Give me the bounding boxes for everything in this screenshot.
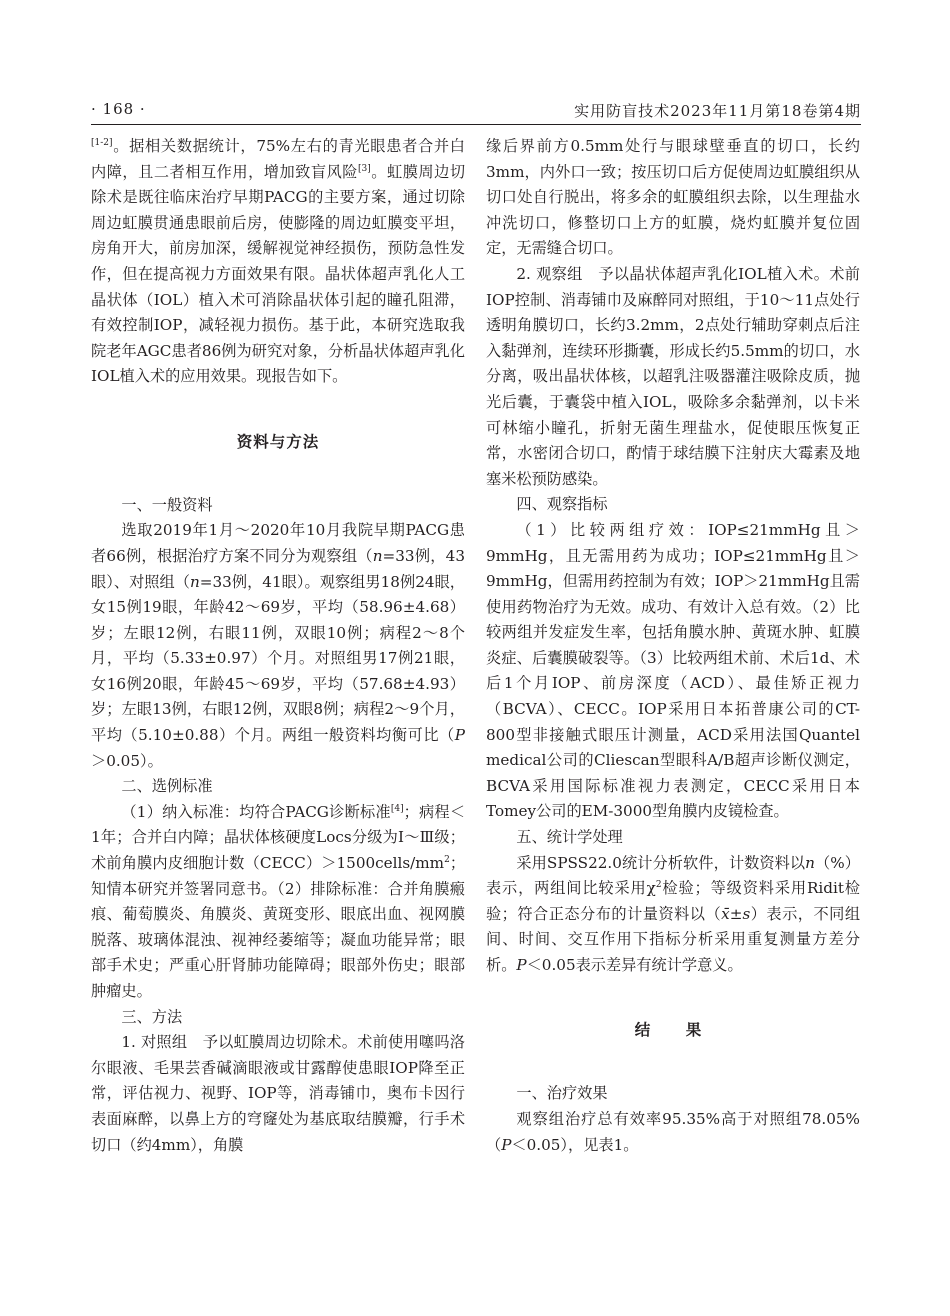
subheading-statistics: 五、统计学处理	[516, 828, 623, 847]
journal-title: 实用防盲技术2023年11月第18卷第4期	[574, 102, 861, 120]
subheading-criteria: 二、选例标准	[121, 777, 213, 796]
page-number: · 168 ·	[91, 100, 146, 118]
statistics-paragraph: 采用SPSS22.0统计分析软件，计数资料以n（%）表示，两组间比较采用$\chi^2$检验；等级资料采用Ridit检验；符合正态分布的计量资料以（x̄±s）表示，不同组间、时间、交互作用下指标分析采用重复测量方差分析。P＜0.05表示差异有统计学意义。	[486, 853, 861, 974]
subheading-indicators: 四、观察指标	[516, 495, 608, 514]
citation[interactable]: [4]	[390, 803, 404, 814]
results-paragraph: 观察组治疗总有效率95.35%高于对照组78.05%（P＜0.05），见表1。	[486, 1109, 860, 1154]
method-control-continued: 缘后界前方0.5mm处行与眼球壁垂直的切口，长约3mm，内外口一致；按压切口后方促使周边虹膜组织从切口处自行脱出，将多余的虹膜组织去除，以生理盐水冲洗切口，修整切口上方的虹膜，烧灼虹膜并复位固定，无需缝合切口。	[486, 137, 860, 258]
subheading-methods: 三、方法	[121, 1007, 183, 1026]
method-control-paragraph: 1. 对照组 予以虹膜周边切除术。术前使用噻吗洛尔眼液、毛果芸香碱滴眼液或甘露醇使患眼IOP降至正常，评估视力、视野、IOP等，消毒铺巾，奥布卡因行表面麻醉，以鼻上方的穹窿处为基底取结膜瓣，行手术切口（约4mm），角膜	[91, 1033, 465, 1154]
right-column	[486, 134, 860, 1158]
subheading-general: 一、一般资料	[121, 495, 213, 514]
general-info-paragraph: 选取2019年1月～2020年10月我院早期PACG患者66例，根据治疗方案不同分为观察组（n=33例，43眼）、对照组（n=33例，41眼）。观察组男18例24眼，女15例19眼，年龄42～69岁，平均（58.96±4.68）岁；左眼12例，右眼11例，双眼10例；病程2～8个月，平均（5.33±0.97）个月。对照组男17例21眼，女16例20眼，年龄45～69岁，平均（57.68±4.93）岁；左眼13例，右眼12例，双眼8例；病程2～9个月，平均（5.10±0.88）个月。两组一般资料均衡可比（P＞0.05）。	[91, 521, 465, 770]
criteria-paragraph: （1）纳入标准：均符合PACG诊断标准[4]；病程＜1年；合并白内障；晶状体核硬度Locs分级为Ⅰ～Ⅲ级；术前角膜内皮细胞计数$(CECC)>1500cells/mm^2$；知情本研究并签署同意书。（2）排除标准：合并角膜瘢痕、葡萄膜炎、角膜炎、黄斑变形、眼底出血、视网膜脱落、玻璃体混浊、视神经萎缩等；凝血功能异常；眼部手术史；严重心肝肾肺功能障碍；眼部外伤史；眼部肿瘤史。	[91, 802, 466, 1000]
indicators-paragraph: （1）比较两组疗效：IOP≤21mmHg且＞9mmHg，且无需用药为成功；IOP≤21mmHg且＞9mmHg，但需用药控制为有效；IOP＞21mmHg且需使用药物治疗为无效。成功、有效计入总有效。（2）比较两组并发症发生率，包括角膜水肿、黄斑水肿、虹膜炎症、后囊膜破裂等。（3）比较两组术前、术后1d、术后1个月IOP、前房深度（ACD）、最佳矫正视力（BCVA）、CECC。IOP采用日本拓普康公司的CT-800型非接触式眼压计测量，ACD采用法国Quantel medical公司的Cliescan型眼科A/B超声诊断仪测定，BCVA采用国际标准视力表测定，CECC采用日本Tomey公司的EM-3000型角膜内皮镜检查。	[486, 520, 860, 821]
intro-paragraph: [1-2]。据相关数据统计，75%左右的青光眼患者合并白内障，且二者相互作用，增加致盲风险[3]。虹膜周边切除术是既往临床治疗早期PACG的主要方案，通过切除周边虹膜贯通患眼前后房，使膨隆的周边虹膜变平坦，房角开大，前房加深，缓解视觉神经损伤，预防急性发作，但在提高视力方面效果有限。晶状体超声乳化人工晶状体（IOL）植入术可消除晶状体引起的瞳孔阻滞，有效控制IOP，减轻视力损伤。基于此，本研究选取我院老年AGC患者86例为研究对象，分析晶状体超声乳化IOL植入术的应用效果。现报告如下。	[91, 137, 466, 386]
left-column	[91, 134, 465, 1158]
citation[interactable]: [3]	[358, 163, 371, 174]
method-observation-paragraph: 2. 观察组 予以晶状体超声乳化IOL植入术。术前IOP控制、消毒铺巾及麻醉同对照组，于10～11点处行透明角膜切口，长约3.2mm，2点处行辅助穿刺点后注入黏弹剂，连续环形撕囊，形成长约5.5mm的切口，水分离，吸出晶状体核，以超乳注吸器灌注吸除皮质，抛光后囊，于囊袋中植入IOL，吸除多余黏弹剂，以卡米可林缩小瞳孔，折射无菌生理盐水，促使眼压恢复正常，水密闭合切口，酌情于球结膜下注射庆大霉素及地塞米松预防感染。	[486, 264, 860, 488]
section-heading-results: 结 果	[634, 1020, 712, 1040]
subheading-treatment-effect: 一、治疗效果	[516, 1084, 608, 1103]
section-heading-methods: 资料与方法	[236, 431, 320, 451]
running-header	[91, 98, 861, 125]
citation[interactable]: [1-2]	[91, 137, 113, 148]
